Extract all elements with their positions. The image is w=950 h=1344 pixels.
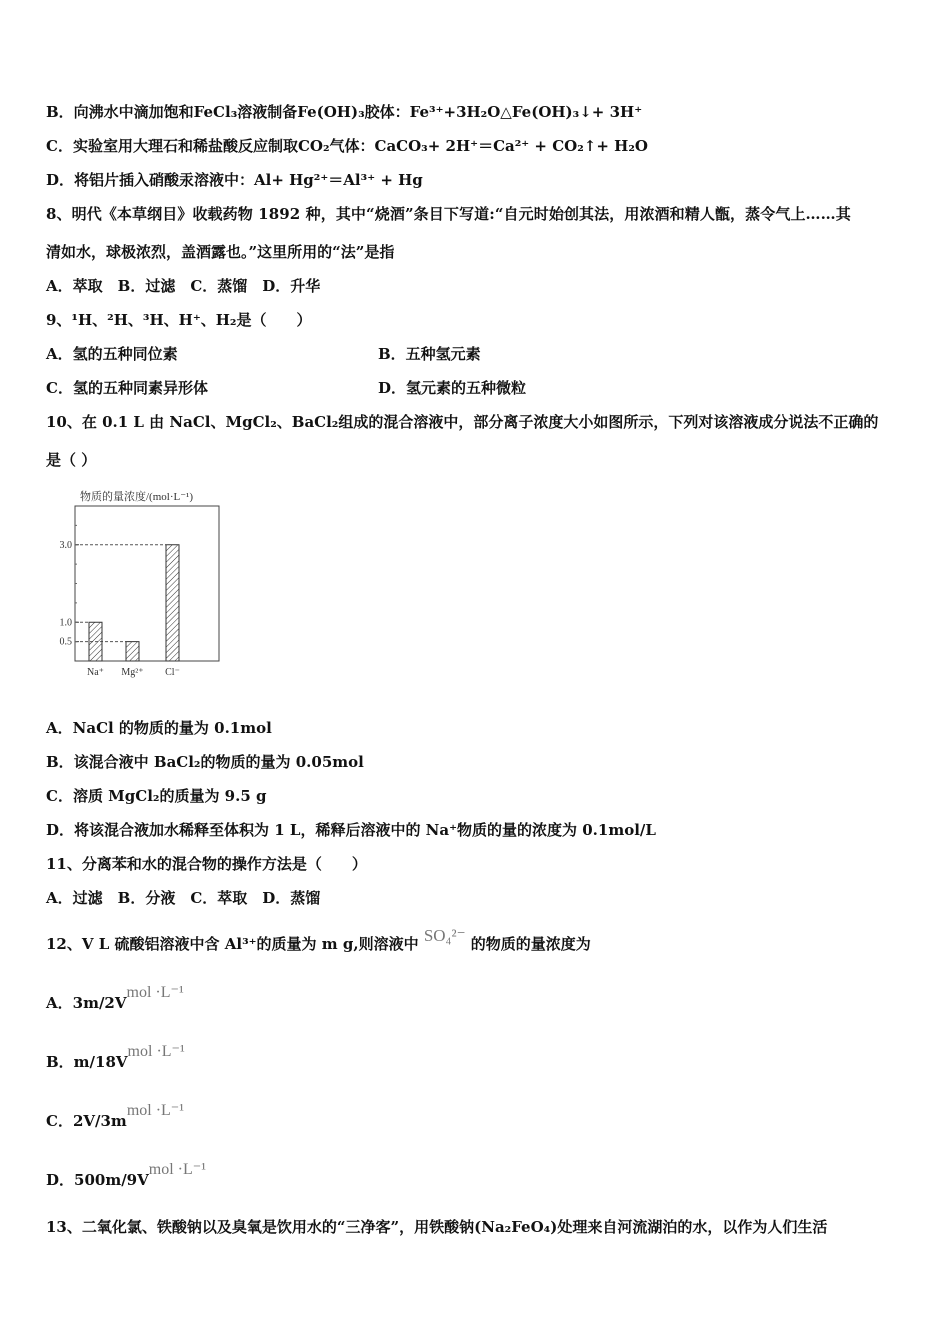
q10-option-a: A．NaCl 的物质的量为 0.1mol — [46, 719, 272, 737]
y-tick-label: 3.0 — [59, 539, 72, 551]
unit-label: mol ·L⁻¹ — [126, 984, 184, 1001]
unit-label: mol ·L⁻¹ — [126, 1102, 185, 1119]
q9-option-a: A．氢的五种同位素 — [46, 345, 178, 363]
bar-0 — [89, 622, 102, 661]
q12-option-c-text: C．2V/3m — [46, 1112, 127, 1130]
x-category-label: Na⁺ — [87, 667, 104, 678]
unit-label: mol ·L⁻¹ — [148, 1161, 206, 1178]
y-tick-label: 0.5 — [59, 636, 72, 648]
x-category-label: Mg²⁺ — [121, 667, 144, 678]
q12-stem-a: 12、V L 硫酸铝溶液中含 Al³⁺的质量为 m g,则溶液中 — [46, 935, 419, 953]
q7-option-c: C．实验室用大理石和稀盐酸反应制取CO₂气体：CaCO₃+ 2H⁺＝Ca²⁺ + CO₂↑+ H₂O — [46, 137, 648, 155]
q12-option-c — [46, 1102, 185, 1132]
q8-options: A．萃取 B．过滤 C．蒸馏 D．升华 — [46, 277, 321, 295]
q9-option-c: C．氢的五种同素异形体 — [46, 379, 208, 397]
q12-option-d-text: D．500m/9V — [46, 1171, 149, 1189]
ion-concentration-chart — [46, 484, 226, 684]
q12-option-a-text: A．3m/2V — [46, 994, 127, 1012]
q8-stem-line1: 8、明代《本草纲目》收载药物 1892 种，其中“烧酒”条目下写道:“自元时始创其法，用浓酒和精人甑，蒸令气上……其 — [46, 205, 851, 223]
q7-option-d: D．将铝片插入硝酸汞溶液中：Al+ Hg²⁺＝Al³⁺ + Hg — [46, 171, 423, 189]
q12-option-d — [46, 1161, 206, 1191]
y-tick-label: 1.0 — [59, 617, 72, 629]
q9-option-d: D．氢元素的五种微粒 — [378, 379, 527, 397]
q10-option-b: B．该混合液中 BaCl₂的物质的量为 0.05mol — [46, 753, 364, 771]
q9-option-b: B．五种氢元素 — [378, 345, 481, 363]
q10-option-d: D．将该混合液加水稀释至体积为 1 L，稀释后溶液中的 Na⁺物质的量的浓度为 0.1mol/L — [46, 821, 656, 839]
x-category-label: Cl⁻ — [165, 667, 180, 678]
q10-stem-line2: 是（ ） — [46, 451, 97, 469]
q10-stem-line1: 10、在 0.1 L 由 NaCl、MgCl₂、BaCl₂组成的混合溶液中，部分离子浓度大小如图所示，下列对该溶液成分说法不正确的 — [46, 413, 879, 431]
bar-2 — [166, 545, 179, 661]
q7-option-b: B．向沸水中滴加饱和FeCl₃溶液制备Fe(OH)₃胶体：Fe³⁺+3H₂O△Fe(OH)₃↓+ 3H⁺ — [46, 103, 643, 121]
chart-title: 物质的量浓度/(mol·L⁻¹) — [80, 491, 193, 503]
unit-label: mol ·L⁻¹ — [127, 1043, 185, 1060]
bar-1 — [126, 642, 139, 661]
q12-stem — [46, 926, 591, 954]
q10-option-c: C．溶质 MgCl₂的质量为 9.5 g — [46, 787, 267, 805]
q12-stem-b: 的物质的量浓度为 — [470, 935, 591, 953]
q13-stem-line1: 13、二氧化氯、铁酸钠以及臭氧是饮用水的“三净客”，用铁酸钠(Na₂FeO₄)处理来自河流湖泊的水，以作为人们生活 — [46, 1218, 828, 1236]
q11-options: A．过滤 B．分液 C．萃取 D．蒸馏 — [46, 889, 321, 907]
q9-stem: 9、¹H、²H、³H、H⁺、H₂是（ ） — [46, 311, 312, 329]
q8-stem-line2: 清如水，球极浓烈，盖酒露也。”这里所用的“法”是指 — [46, 243, 395, 261]
q12-option-b-text: B．m/18V — [46, 1053, 128, 1071]
q11-stem: 11、分离苯和水的混合物的操作方法是（ ） — [46, 855, 367, 873]
so4-formula: SO₄²⁻ — [423, 926, 466, 945]
q12-option-a — [46, 984, 184, 1014]
q12-option-b — [46, 1043, 185, 1073]
